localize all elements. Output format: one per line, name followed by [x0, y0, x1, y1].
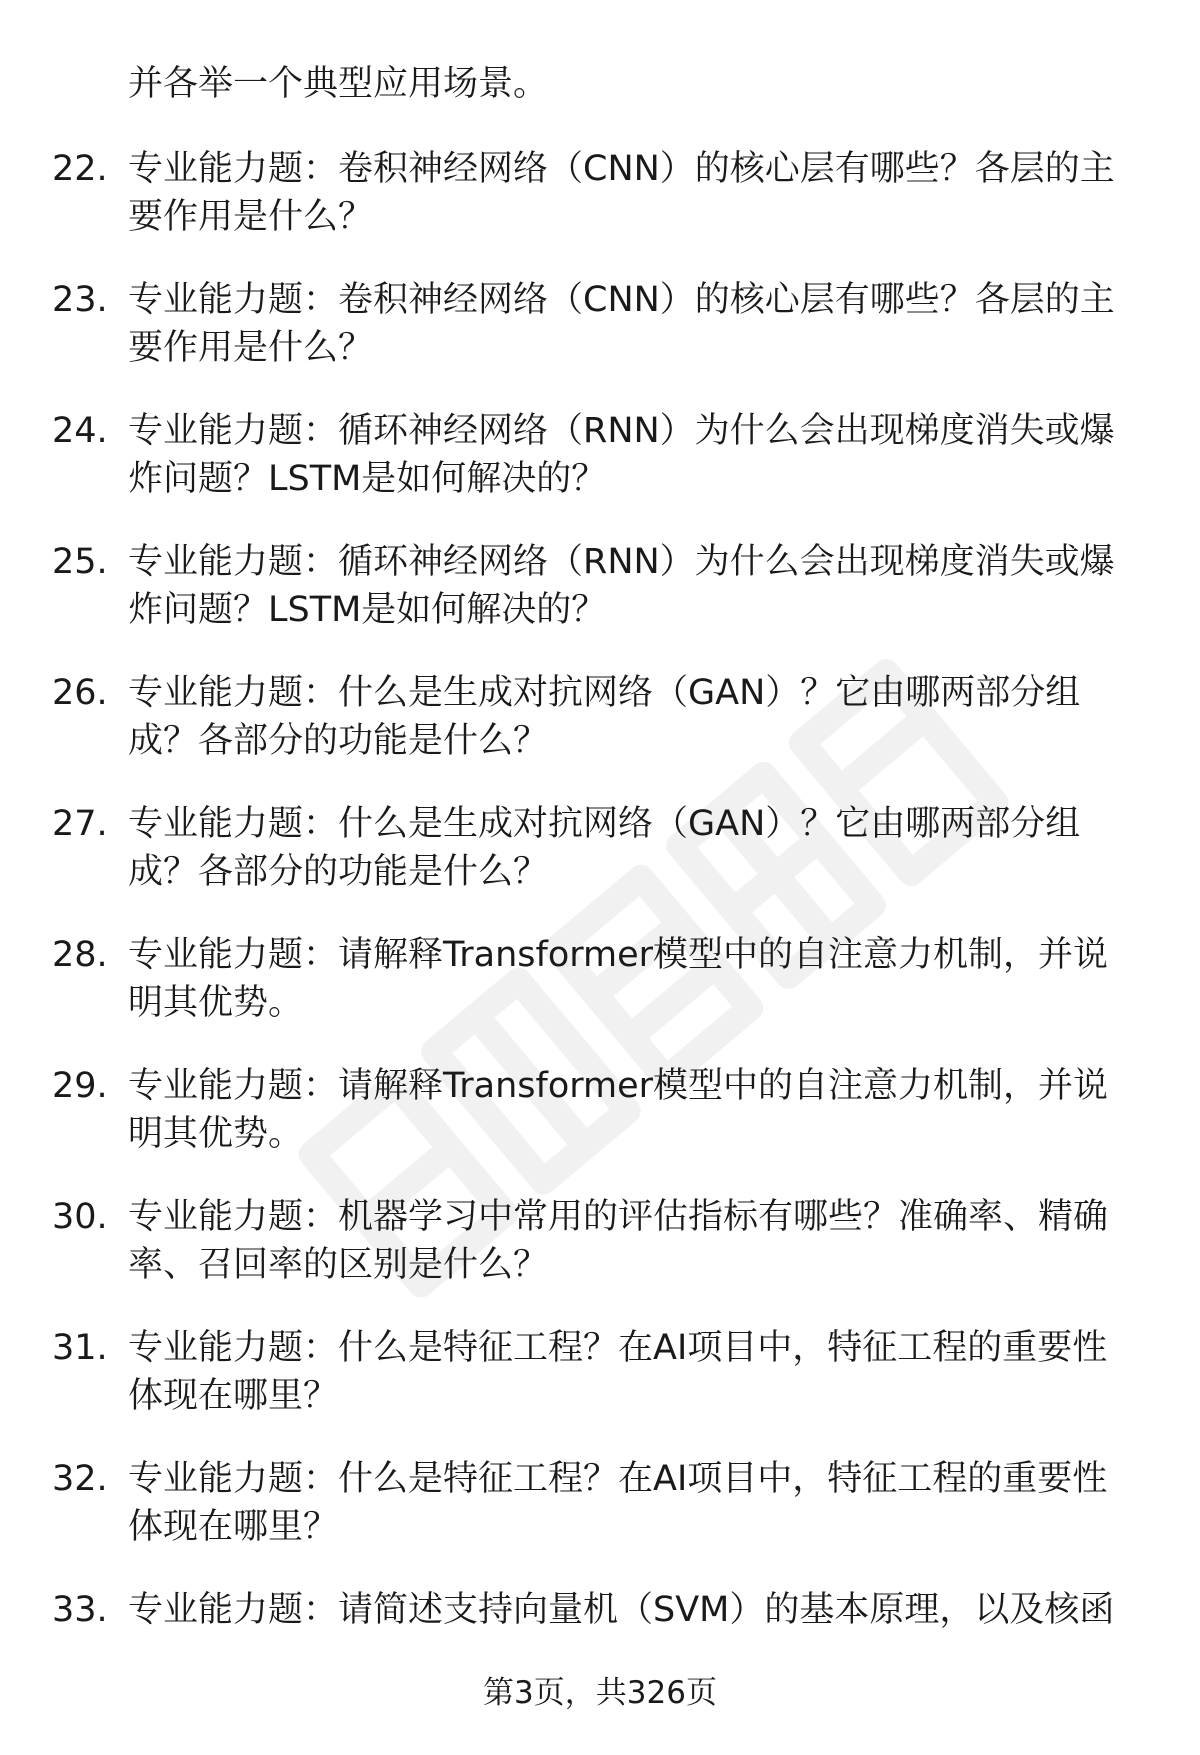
item-text: 专业能力题：循环神经网络（RNN）为什么会出现梯度消失或爆炸问题？LSTM是如何解决的？ — [128, 411, 1115, 499]
item-number: 29. — [52, 1066, 108, 1106]
list-item — [0, 276, 1200, 372]
item-number: 24. — [52, 411, 108, 451]
item-number: 28. — [52, 935, 108, 975]
item-text: 专业能力题：什么是特征工程？在AI项目中，特征工程的重要性体现在哪里？ — [128, 1328, 1108, 1416]
item-text: 专业能力题：什么是生成对抗网络（GAN）？它由哪两部分组成？各部分的功能是什么？ — [128, 673, 1081, 761]
list-item — [0, 1062, 1200, 1158]
item-text: 专业能力题：卷积神经网络（CNN）的核心层有哪些？各层的主要作用是什么？ — [128, 149, 1115, 237]
item-number: 23. — [52, 280, 108, 320]
list-item — [0, 407, 1200, 503]
item-text: 并各举一个典型应用场景。 — [128, 64, 549, 104]
item-text: 专业能力题：请解释Transformer模型中的自注意力机制，并说明其优势。 — [128, 1066, 1109, 1154]
list-item — [0, 1455, 1200, 1551]
list-item — [0, 1193, 1200, 1289]
item-text: 专业能力题：什么是特征工程？在AI项目中，特征工程的重要性体现在哪里？ — [128, 1459, 1108, 1547]
item-number: 32. — [52, 1459, 108, 1499]
list-item-continuation — [0, 60, 1200, 108]
item-text: 专业能力题：什么是生成对抗网络（GAN）？它由哪两部分组成？各部分的功能是什么？ — [128, 804, 1081, 892]
list-item — [0, 1324, 1200, 1420]
list-item — [0, 669, 1200, 765]
list-item — [0, 538, 1200, 634]
item-text: 专业能力题：卷积神经网络（CNN）的核心层有哪些？各层的主要作用是什么？ — [128, 280, 1115, 368]
page-footer: 第3页，共326页 — [483, 1675, 717, 1711]
item-number: 31. — [52, 1328, 108, 1368]
item-text: 专业能力题：循环神经网络（RNN）为什么会出现梯度消失或爆炸问题？LSTM是如何解决的？ — [128, 542, 1115, 630]
list-item — [0, 1586, 1200, 1634]
item-number: 30. — [52, 1197, 108, 1237]
item-number: 33. — [52, 1590, 108, 1630]
item-text: 专业能力题：请简述支持向量机（SVM）的基本原理，以及核函 — [128, 1590, 1115, 1630]
item-text: 专业能力题：机器学习中常用的评估指标有哪些？准确率、精确率、召回率的区别是什么？ — [128, 1197, 1109, 1285]
item-number: 25. — [52, 542, 108, 582]
list-item — [0, 931, 1200, 1027]
item-number: 26. — [52, 673, 108, 713]
question-list — [0, 60, 1200, 1669]
item-number: 22. — [52, 149, 108, 189]
item-text: 专业能力题：请解释Transformer模型中的自注意力机制，并说明其优势。 — [128, 935, 1109, 1023]
item-number: 27. — [52, 804, 108, 844]
list-item — [0, 145, 1200, 241]
list-item — [0, 800, 1200, 896]
